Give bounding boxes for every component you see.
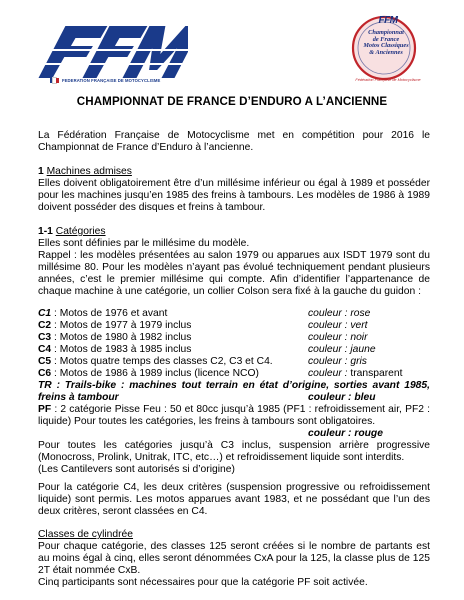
category-pf: PF : 2 catégorie Pisse Feu : 50 et 80cc jusqu’à 1985 (PF1 : refroidissement air, PF2 : liquide) Pour toutes les catégories, les freins à tambours sont obligatoires. xyxy=(38,404,430,428)
category-row: C3 : Motos de 1980 à 1982 inclus couleur : noir xyxy=(38,332,368,343)
section-1-heading: 1 Machines admises xyxy=(38,166,132,177)
category-row: C2 : Motos de 1977 à 1979 inclus couleur : vert xyxy=(38,320,368,331)
category-row: C4 : Motos de 1983 à 1985 inclus couleur : jaune xyxy=(38,344,376,355)
pf-participants-note: Cinq participants sont nécessaires pour que la catégorie PF soit activée. xyxy=(38,577,368,588)
category-tr: TR : Trails-bike : machines tout terrain en état d’origine, sorties avant 1985, freins à tambour xyxy=(38,380,430,404)
intro-paragraph: La Fédération Française de Motocyclisme met en compétition pour 2016 le Championnat de France d’Enduro à l’ancienne. xyxy=(38,130,430,154)
cantilever-note: (Les Cantilevers sont autorisés si d’origine) xyxy=(38,464,235,475)
category-row: C5 : Motos quatre temps des classes C2, C3 et C4. couleur : gris xyxy=(38,356,367,367)
page-title: CHAMPIONNAT DE FRANCE D’ENDURO A L’ANCIENNE xyxy=(76,95,388,108)
ffm-caption: FEDERATION FRANÇAISE DE MOTOCYCLISME xyxy=(62,78,161,83)
championnat-caption: Fédération Française de Motocyclisme xyxy=(355,78,421,82)
suspension-paragraph: Pour toutes les catégories jusqu’à C3 inclus, suspension arrière progressive (Monocross, Prolink, Unitrak, ITC, etc…) et refroidissement liquide sont interdits. xyxy=(38,440,430,464)
category-row: C6 : Motos de 1986 à 1989 inclus (licence NCO) couleur : transparent xyxy=(38,368,403,379)
french-flag-icon xyxy=(50,78,59,83)
section-1-text: Elles doivent obligatoirement être d’un millésime inférieur ou égal à 1989 et posséder pour les machines jusqu’en 1985 des freins à tambours. Les modèles de 1986 à 1989 doivent posséder des disques et freins à tambour. xyxy=(38,178,430,214)
category-tr-color: couleur : bleu xyxy=(308,392,376,403)
championnat-logo-lines: Championnat de France Motos Classiques & Anciennes xyxy=(363,29,409,56)
category-pf-color: couleur : rouge xyxy=(308,428,383,439)
categories-intro: Elles sont définies par le millésime du modèle. xyxy=(38,238,250,249)
section-1-1-heading: 1-1 Catégories xyxy=(38,226,106,237)
championnat-logo-ffm: FFM xyxy=(378,15,398,26)
rappel-paragraph: Rappel : les modèles présentées au salon 1979 ou apparues aux ISDT 1979 sont du millésime 80. Pour les modèles n’ayant pas évolué techniquement pendant plusieurs années, c’est le premier millésime qui compte. Afin d’identifier l’appartenance de chaque machine à une catégorie, un collier Colson sera fixé à la gauche du guidon : xyxy=(38,250,430,298)
cylinder-classes-heading: Classes de cylindrée xyxy=(38,529,134,540)
category-row: C1 : Motos de 1976 et avant couleur : rose xyxy=(38,308,371,319)
c4-paragraph: Pour la catégorie C4, les deux critères (suspension progressive ou refroidissement liquide) sont permis. Les motos apparues avant 1983, et ne possédant que l’un des deux critères, seront classées en C4. xyxy=(38,482,430,518)
cylinder-classes-text: Pour chaque catégorie, des classes 125 seront créées si le nombre de partants est au moins égal à cinq, elles seront dénommées CxA pour la 125, la classe plus de 125 2T était nommée CxB. xyxy=(38,541,430,577)
